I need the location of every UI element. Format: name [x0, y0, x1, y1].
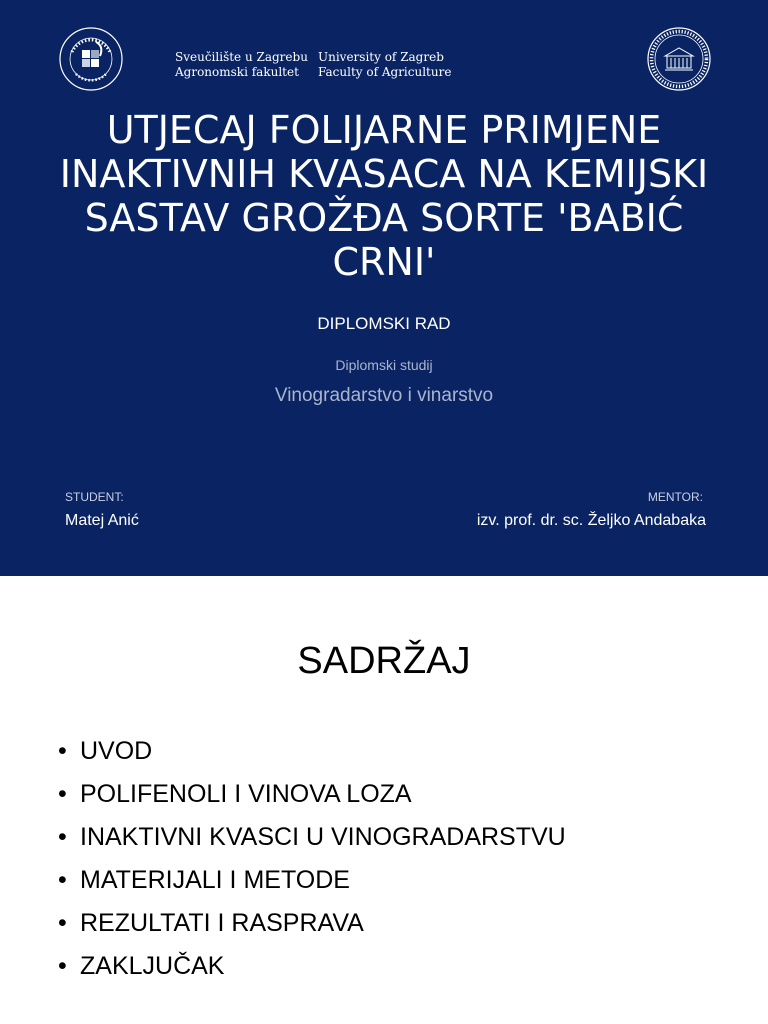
list-item [58, 945, 566, 988]
bullet-icon: • [58, 909, 67, 937]
student-label: STUDENT: [65, 490, 124, 504]
faculty-of-agriculture-seal-icon [58, 26, 124, 92]
study-name: Vinogradarstvo i vinarstvo [274, 385, 494, 406]
contents-slide [0, 576, 768, 1024]
list-item-label: POLIFENOLI I VINOVA LOZA [80, 780, 412, 808]
thesis-type: DIPLOMSKI RAD [317, 314, 451, 333]
list-item [58, 902, 566, 945]
contents-list [58, 730, 566, 988]
list-item-label: MATERIJALI I METODE [80, 866, 350, 894]
list-item-label: REZULTATI I RASPRAVA [80, 909, 364, 937]
list-item-label: ZAKLJUČAK [80, 952, 225, 980]
study-label: Diplomski studij [335, 357, 433, 373]
list-item [58, 859, 566, 902]
university-of-zagreb-seal-icon [646, 26, 712, 92]
bullet-icon: • [58, 952, 67, 980]
list-item-label: INAKTIVNI KVASCI U VINOGRADARSTVU [80, 823, 566, 851]
faculty-en-line1: University of Zagreb [318, 50, 444, 64]
faculty-hr-line2: Agronomski fakultet [175, 65, 299, 79]
bullet-icon: • [58, 780, 67, 808]
bullet-icon: • [58, 737, 67, 765]
faculty-en-line2: Faculty of Agriculture [318, 65, 452, 79]
faculty-name-croatian [175, 50, 308, 80]
faculty-hr-line1: Sveučilište u Zagrebu [175, 50, 308, 64]
bullet-icon: • [58, 823, 67, 851]
list-item [58, 773, 566, 816]
student-name: Matej Anić [65, 512, 139, 529]
faculty-name-english [318, 50, 451, 80]
contents-title: SADRŽAJ [297, 640, 471, 682]
list-item [58, 816, 566, 859]
mentor-label: MENTOR: [647, 490, 703, 504]
thesis-title: UTJECAJ FOLIJARNE PRIMJENE INAKTIVNIH KVASACA NA KEMIJSKI SASTAV GROŽĐA SORTE 'BABIĆ CRNI' [59, 108, 709, 284]
list-item-label: UVOD [80, 737, 153, 765]
list-item [58, 730, 566, 773]
mentor-name: izv. prof. dr. sc. Željko Andabaka [476, 512, 706, 529]
bullet-icon: • [58, 866, 67, 894]
